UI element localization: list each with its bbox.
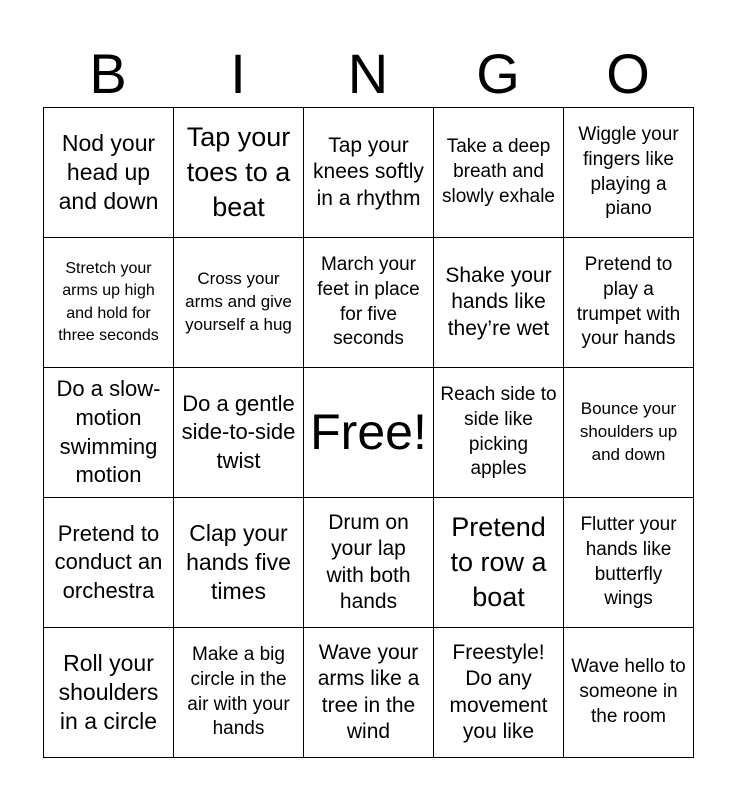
cell-text: Make a big circle in the air with your hands [187, 644, 290, 740]
cell-text: Pretend to conduct an orchestra [54, 520, 163, 603]
free-space-text: Free! [310, 404, 427, 460]
bingo-header [43, 40, 693, 108]
cell-text: Shake your hands like they’re wet [445, 264, 552, 340]
cell-text: Clap your hands five times [186, 520, 291, 604]
cell-text: Wave your arms like a tree in the wind [317, 641, 420, 743]
cell-text: March your feet in place for five seconds [317, 254, 420, 350]
bingo-cell[interactable] [564, 238, 694, 368]
bingo-cell[interactable] [44, 368, 174, 498]
cell-text: Wiggle your fingers like playing a piano [578, 124, 679, 220]
cell-text: Stretch your arms up high and hold for three seconds [58, 259, 159, 344]
cell-text: Tap your toes to a beat [186, 121, 291, 223]
bingo-cell[interactable] [44, 498, 174, 628]
bingo-cell[interactable] [174, 498, 304, 628]
bingo-board [43, 107, 694, 758]
bingo-cell[interactable] [304, 498, 434, 628]
header-letter-i: I [230, 42, 246, 105]
bingo-cell[interactable] [304, 628, 434, 758]
header-letter-g: G [476, 42, 520, 105]
bingo-cell[interactable] [174, 628, 304, 758]
header-letter-n: N [347, 42, 389, 105]
cell-text: Take a deep breath and slowly exhale [442, 136, 555, 207]
bingo-cell[interactable] [304, 238, 434, 368]
cell-text: Wave hello to someone in the room [571, 656, 686, 727]
cell-text: Pretend to row a boat [450, 511, 547, 613]
cell-text: Drum on your lap with both hands [326, 511, 411, 613]
cell-text: Freestyle! Do any movement you like [449, 641, 548, 743]
cell-text: Flutter your hands like butterfly wings [580, 514, 677, 610]
cell-text: Pretend to play a trumpet with your hands [576, 254, 681, 350]
cell-text: Tap your knees softly in a rhythm [313, 134, 424, 210]
bingo-cell[interactable] [434, 628, 564, 758]
cell-text: Do a gentle side-to-side twist [181, 390, 296, 473]
cell-text: Roll your shoulders in a circle [58, 650, 159, 734]
bingo-cell[interactable] [44, 628, 174, 758]
cell-text: Cross your arms and give yourself a hug [185, 269, 292, 334]
bingo-cell[interactable] [564, 108, 694, 238]
cell-text: Bounce your shoulders up and down [579, 399, 678, 464]
bingo-cell[interactable] [434, 498, 564, 628]
bingo-cell[interactable] [174, 238, 304, 368]
bingo-cell[interactable] [44, 108, 174, 238]
bingo-cell[interactable] [174, 368, 304, 498]
cell-text: Nod your head up and down [58, 130, 159, 214]
bingo-cell[interactable] [434, 368, 564, 498]
free-space-cell[interactable] [304, 368, 434, 498]
bingo-cell[interactable] [304, 108, 434, 238]
bingo-cell[interactable] [564, 498, 694, 628]
bingo-cell[interactable] [434, 108, 564, 238]
cell-text: Do a slow-motion swimming motion [56, 376, 161, 488]
header-letter-o: O [606, 42, 650, 105]
bingo-cell[interactable] [564, 368, 694, 498]
cell-text: Reach side to side like picking apples [440, 384, 557, 480]
bingo-cell[interactable] [564, 628, 694, 758]
bingo-cell[interactable] [434, 238, 564, 368]
bingo-cell[interactable] [44, 238, 174, 368]
header-letter-b: B [89, 42, 127, 105]
bingo-cell[interactable] [174, 108, 304, 238]
